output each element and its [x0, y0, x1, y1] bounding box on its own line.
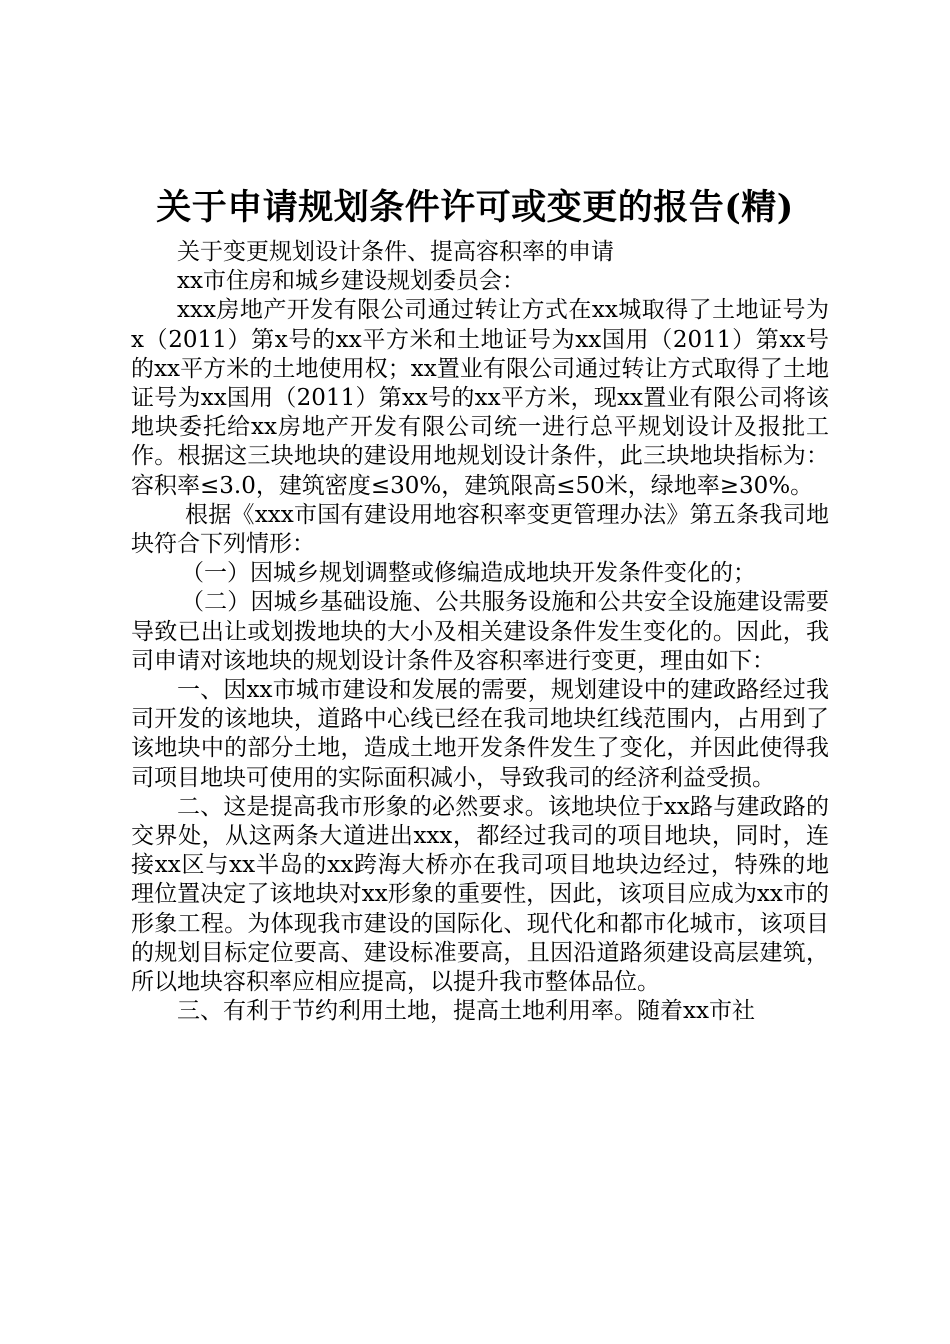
paragraph-background: xxx房地产开发有限公司通过转让方式在xx城取得了土地证号为x（2011）第x号的xx平方米和土地证号为xx国用（2011）第xx号的xx平方米的土地使用权；xx置业有限公司通过转让方式取得了土地证号为xx国用（2011）第xx号的xx平方米，现xx置业有限公司将该地块委托给xx房地产开发有限公司统一进行总平规划设计及报批工作。根据这三块地块的建设用地规划设计条件，此三块地块指标为：容积率≤3.0，建筑密度≤30%，建筑限高≤50米，绿地率≥30%。	[131, 297, 829, 499]
paragraph-case-one: （一）因城乡规划调整或修编造成地块开发条件变化的；	[181, 560, 756, 587]
paragraph-subject: 关于变更规划设计条件、提高容积率的申请	[177, 239, 614, 265]
paragraph-addressee: xx市住房和城乡建设规划委员会：	[177, 268, 525, 295]
paragraph-reason-three: 三、有利于节约利用土地，提高土地利用率。随着xx市社	[177, 998, 755, 1025]
document-body	[131, 238, 829, 1026]
paragraph-case-two: （二）因城乡基础设施、公共服务设施和公共安全设施建设需要导致已出让或划拨地块的大小及相关建设条件发生变化的。因此，我司申请对该地块的规划设计条件及容积率进行变更，理由如下：	[131, 589, 829, 674]
document-title: 关于申请规划条件许可或变更的报告(精)	[156, 187, 794, 228]
paragraph-reason-two: 二、这是提高我市形象的必然要求。该地块位于xx路与建政路的交界处，从这两条大道进出xxx，都经过我司的项目地块，同时，连接xx区与xx半岛的xx跨海大桥亦在我司项目地块边经过，特殊的地理位置决定了该地块对xx形象的重要性，因此，该项目应成为xx市的形象工程。为体现我市建设的国际化、现代化和都市化城市，该项目的规划目标定位要高、建设标准要高，且因沿道路须建设高层建筑，所以地块容积率应相应提高，以提升我市整体品位。	[131, 793, 829, 996]
paragraph-reason-one: 一、因xx市城市建设和发展的需要，规划建设中的建政路经过我司开发的该地块，道路中心线已经在我司地块红线范围内，占用到了该地块中的部分土地，造成土地开发条件发生了变化，并因此使得我司项目地块可使用的实际面积减小，导致我司的经济利益受损。	[131, 677, 829, 791]
paragraph-regulation: 根据《xxx市国有建设用地容积率变更管理办法》第五条我司地块符合下列情形：	[131, 501, 829, 558]
